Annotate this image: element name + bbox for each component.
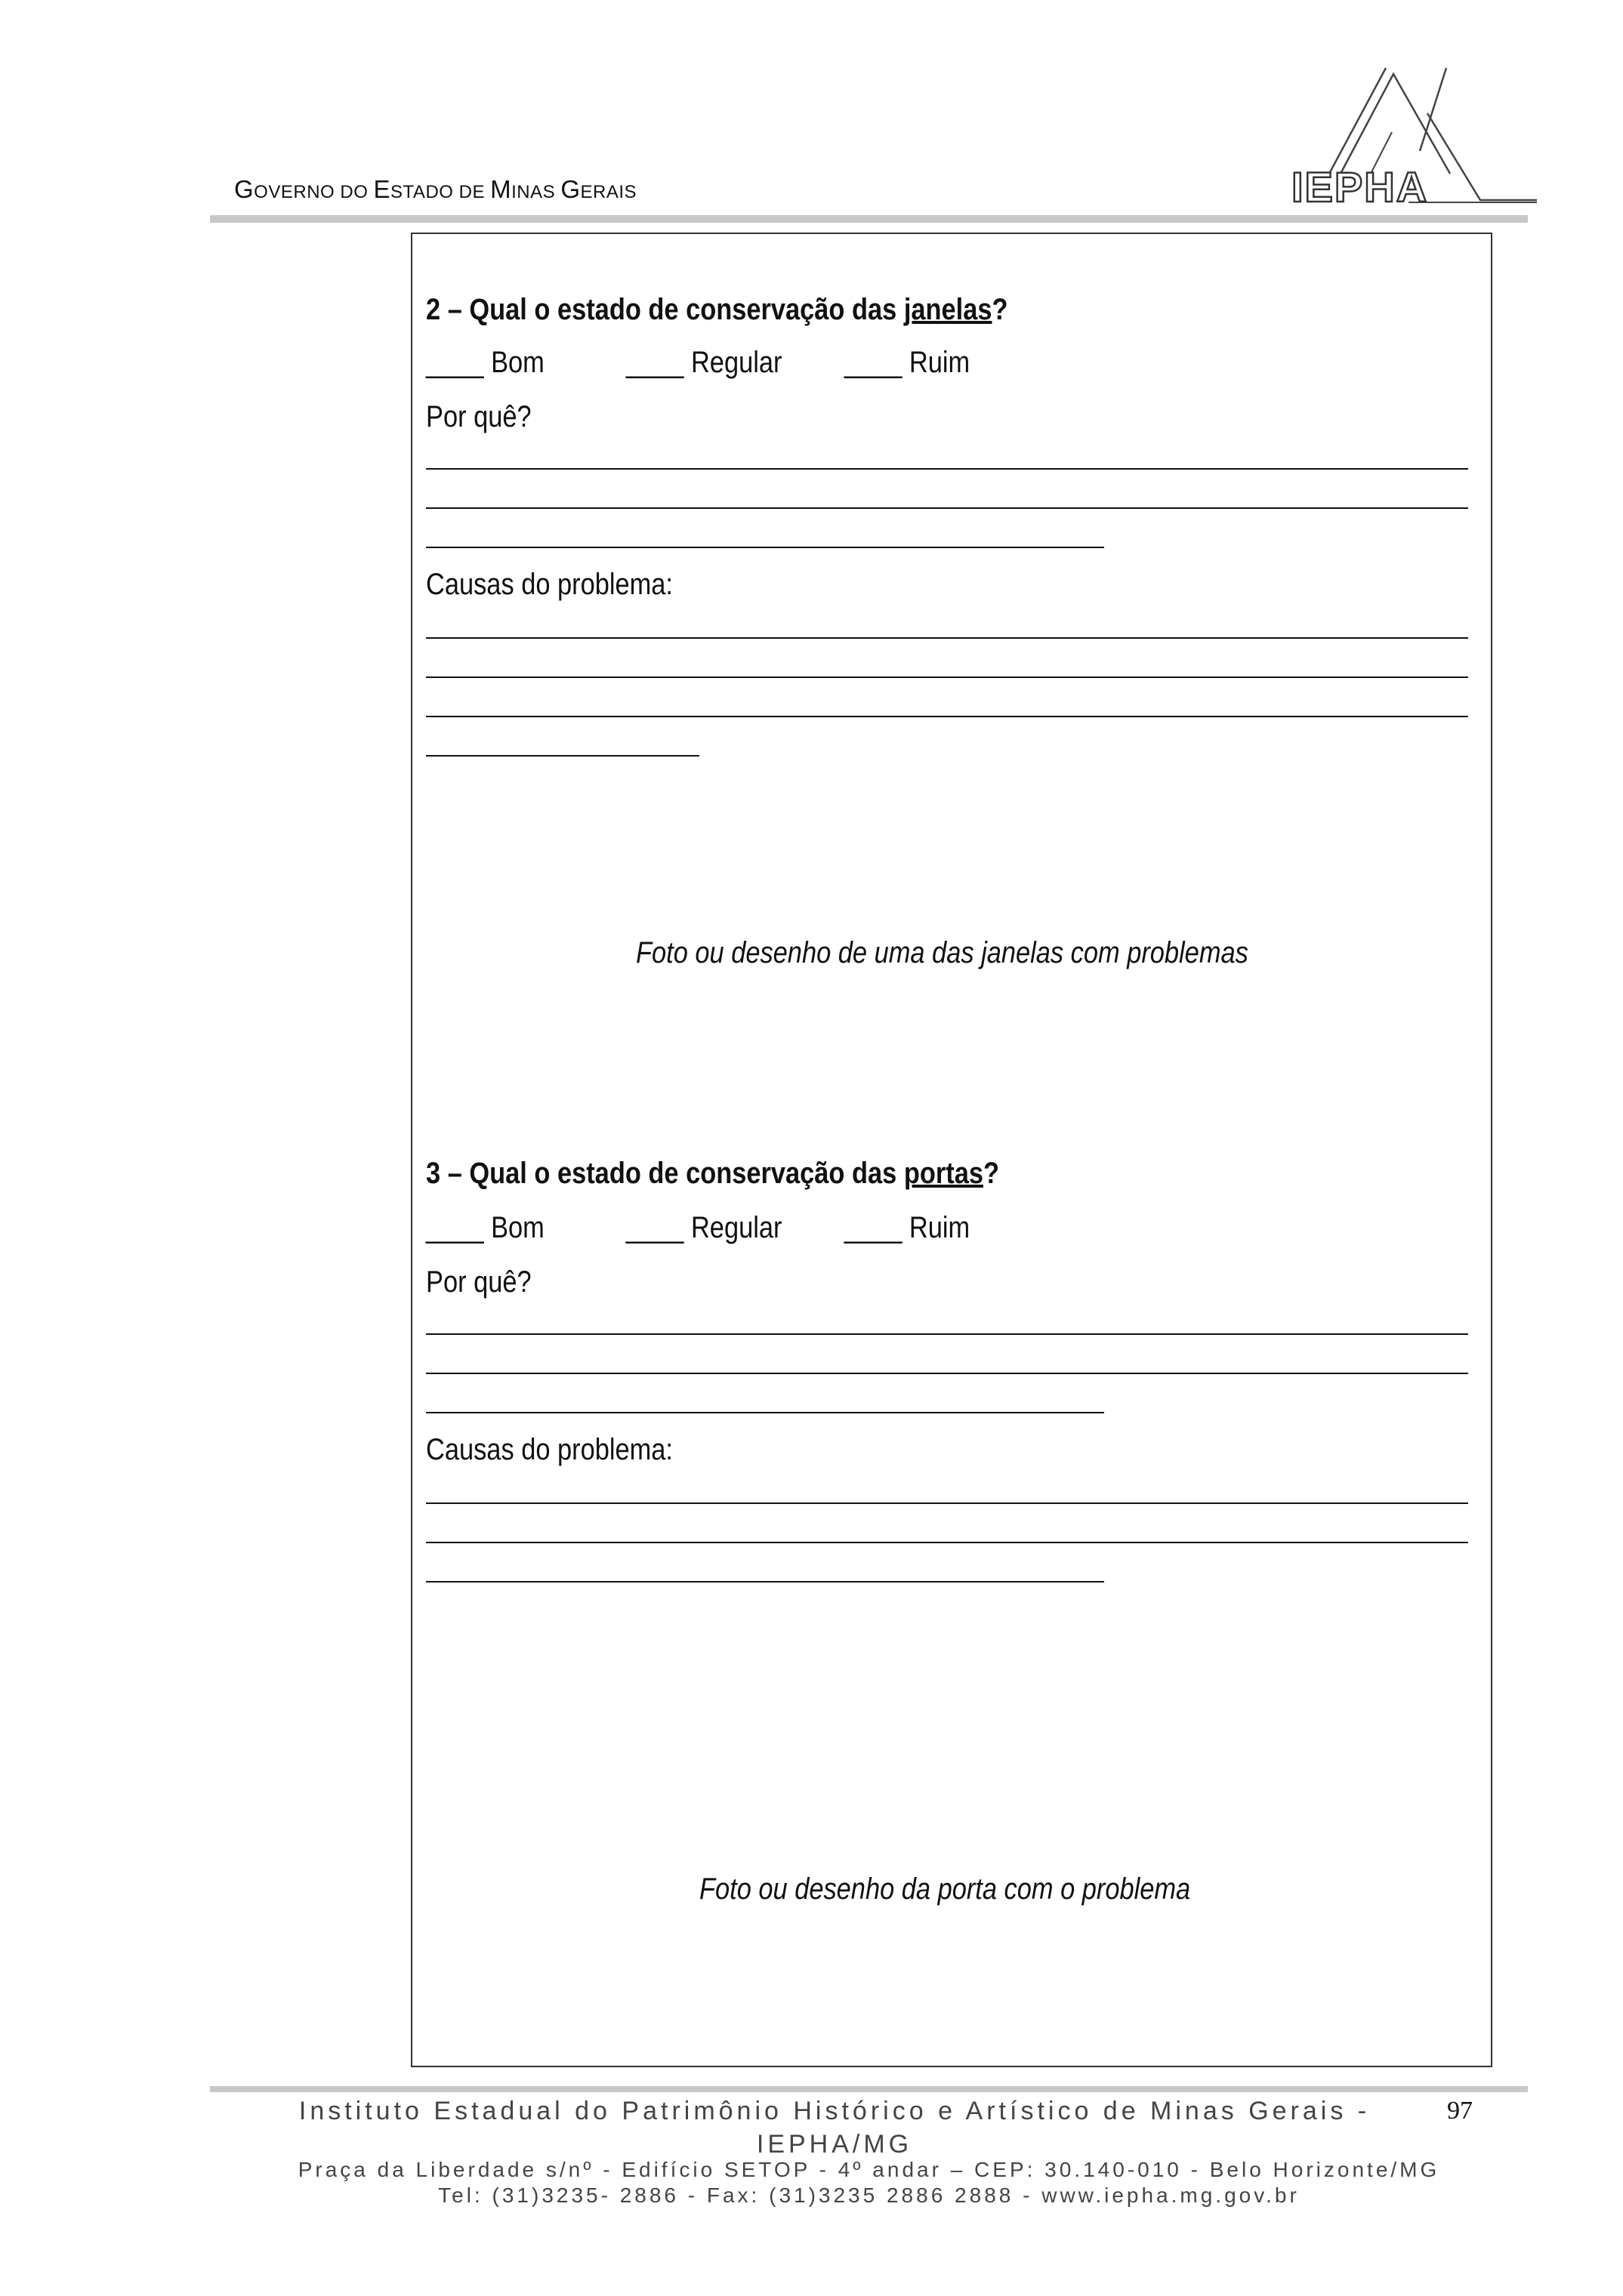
answer-line[interactable]: [426, 1581, 1104, 1583]
page-number: 97: [1447, 2097, 1473, 2125]
answer-line[interactable]: [426, 1412, 1104, 1413]
answer-line[interactable]: [426, 1333, 1468, 1335]
causes-label: Causas do problema:: [426, 1433, 673, 1466]
header-cap: M: [490, 175, 512, 203]
header-rest: OVERNO DO: [254, 182, 374, 202]
institution-line: Instituto Estadual do Patrimônio Histórico e Artístico de Minas Gerais -: [298, 2097, 1371, 2125]
question-text: 3 – Qual o estado de conservação das: [426, 1157, 904, 1190]
header-rest: ERAIS: [580, 182, 637, 202]
answer-line[interactable]: [426, 547, 1104, 548]
option-bom[interactable]: ____ Bom: [426, 346, 545, 379]
answer-line[interactable]: [426, 1542, 1468, 1543]
condition-options: [426, 1211, 970, 1245]
why-label: Por quê?: [426, 400, 532, 433]
question-windows: [426, 293, 1008, 327]
iepha-logo: [1288, 60, 1537, 211]
header-rule: [210, 215, 1528, 223]
photo-caption: Foto ou desenho da porta com o problema: [699, 1872, 1191, 1906]
answer-line[interactable]: [426, 1373, 1468, 1374]
answer-line[interactable]: [426, 755, 699, 757]
header-rest: INAS: [511, 182, 561, 202]
option-ruim[interactable]: ____ Ruim: [844, 346, 970, 379]
answer-line[interactable]: [426, 1502, 1468, 1504]
condition-options: [426, 346, 970, 380]
footer-address: Praça da Liberdade s/nº - Edifício SETOP - 4º andar – CEP: 30.140-010 - Belo Horizonte/MG: [298, 2158, 1440, 2181]
footer-rule: [210, 2086, 1528, 2092]
answer-line[interactable]: [426, 716, 1468, 717]
header-cap: G: [560, 175, 581, 203]
option-regular[interactable]: ____ Regular: [625, 1211, 782, 1244]
option-bom[interactable]: ____ Bom: [426, 1211, 545, 1244]
question-subject: janelas: [903, 293, 992, 326]
question-text: 2 – Qual o estado de conservação das: [426, 293, 904, 326]
answer-line[interactable]: [426, 637, 1468, 639]
logo-text: IEPHA: [1291, 163, 1429, 211]
footer-contact: Tel: (31)3235- 2886 - Fax: (31)3235 2886 2888 - www.iepha.mg.gov.br: [438, 2184, 1300, 2207]
answer-line[interactable]: [426, 676, 1468, 678]
header-title: [234, 175, 637, 204]
answer-line[interactable]: [426, 507, 1468, 509]
header-cap: E: [373, 175, 391, 203]
header-cap: G: [234, 175, 255, 203]
question-suffix: ?: [992, 293, 1008, 326]
option-ruim[interactable]: ____ Ruim: [844, 1211, 970, 1244]
why-label: Por quê?: [426, 1265, 532, 1299]
footer-address-block: [210, 2157, 1528, 2208]
option-regular[interactable]: ____ Regular: [625, 346, 782, 379]
institution-line: IEPHA/MG: [756, 2130, 913, 2159]
question-subject: portas: [903, 1157, 983, 1190]
footer-institution: [287, 2094, 1382, 2161]
question-doors: [426, 1157, 999, 1191]
header-rest: STADO DE: [390, 182, 491, 202]
causes-label: Causas do problema:: [426, 568, 673, 601]
answer-line[interactable]: [426, 468, 1468, 470]
photo-caption: Foto ou desenho de uma das janelas com problemas: [636, 936, 1248, 969]
question-suffix: ?: [983, 1157, 999, 1190]
